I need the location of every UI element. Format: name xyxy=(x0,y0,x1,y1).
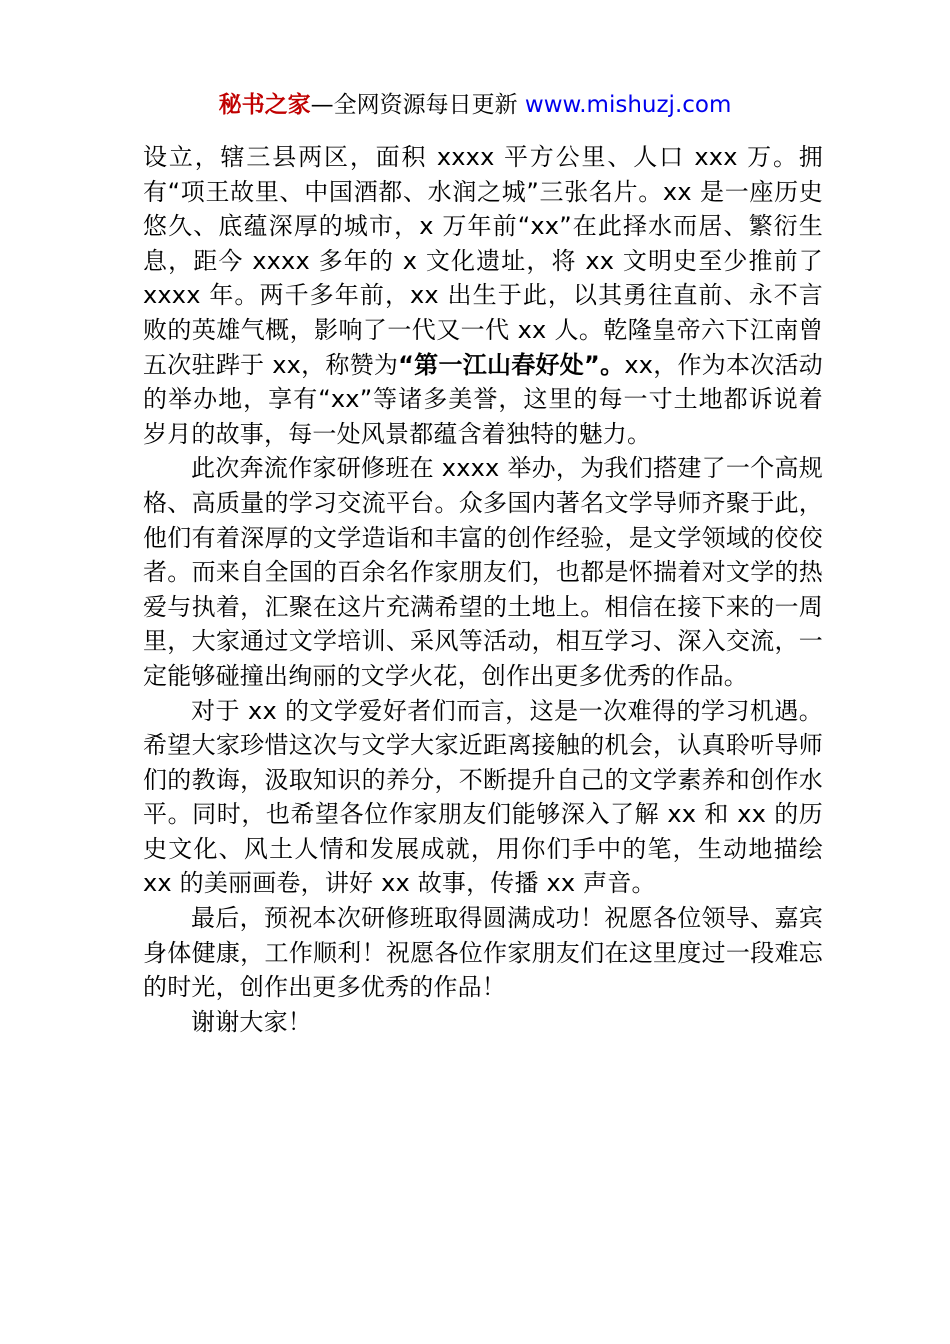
paragraph-text: xx，作为本次活动的举办地，享有“xx”等诸多美誉，这里的每一寸土地都诉说着岁月的故事，每一处风景都蕴含着独特的魅力。 xyxy=(143,350,823,448)
site-brand: 秘书之家 xyxy=(218,92,311,118)
paragraph-city-intro xyxy=(143,140,823,451)
site-header xyxy=(0,88,950,122)
site-url-link[interactable]: www.mishuzj.com xyxy=(524,92,732,118)
paragraph-thanks: 谢谢大家！ xyxy=(191,1007,312,1036)
bold-quote: “第一江山春好处”。 xyxy=(398,350,625,379)
document-body xyxy=(143,140,823,1039)
paragraph-workshop: 此次奔流作家研修班在 xxxx 举办，为我们搭建了一个高规格、高质量的学习交流平台。众多国内著名文学导师齐聚于此，他们有着深厚的文学造诣和丰富的创作经验，是文学领域的佼佼者。而来自全国的百余名作家朋友们，也都是怀揣着对文学的热爱与执着，汇聚在这片充满希望的土地上。相信在接下来的一周里，大家通过文学培训、采风等活动，相互学习、深入交流，一定能够碰撞出绚丽的文学火花，创作出更多优秀的作品。 xyxy=(143,454,823,690)
paragraph-opportunity: 对于 xx 的文学爱好者们而言，这是一次难得的学习机遇。希望大家珍惜这次与文学大家近距离接触的机会，认真聆听导师们的教诲，汲取知识的养分，不断提升自己的文学素养和创作水平。同时，也希望各位作家朋友们能够深入了解 xx 和 xx 的历史文化、风土人情和发展成就，用你们手中的笔，生动地描绘 xx 的美丽画卷，讲好 xx 故事，传播 xx 声音。 xyxy=(143,696,823,898)
site-tagline: —全网资源每日更新 xyxy=(310,92,525,118)
paragraph-text: 设立，辖三县两区，面积 xxxx 平方公里、人口 xxx 万。拥有“项王故里、中国酒都、水润之城”三张名片。xx 是一座历史悠久、底蕴深厚的城市，x 万年前“xx”在此择水而居、繁衍生息，距今 xxxx 多年的 x 文化遗址，将 xx 文明史至少推前了 xxxx 年。两千多年前，xx 出生于此，以其勇往直前、永不言败的英雄气概，影响了一代又一代 xx 人。乾隆皇帝六下江南曾五次驻跸于 xx，称赞为 xyxy=(143,143,823,379)
paragraph-closing-wishes: 最后，预祝本次研修班取得圆满成功！祝愿各位领导、嘉宾身体健康，工作顺利！祝愿各位作家朋友们在这里度过一段难忘的时光，创作出更多优秀的作品！ xyxy=(143,904,823,1002)
